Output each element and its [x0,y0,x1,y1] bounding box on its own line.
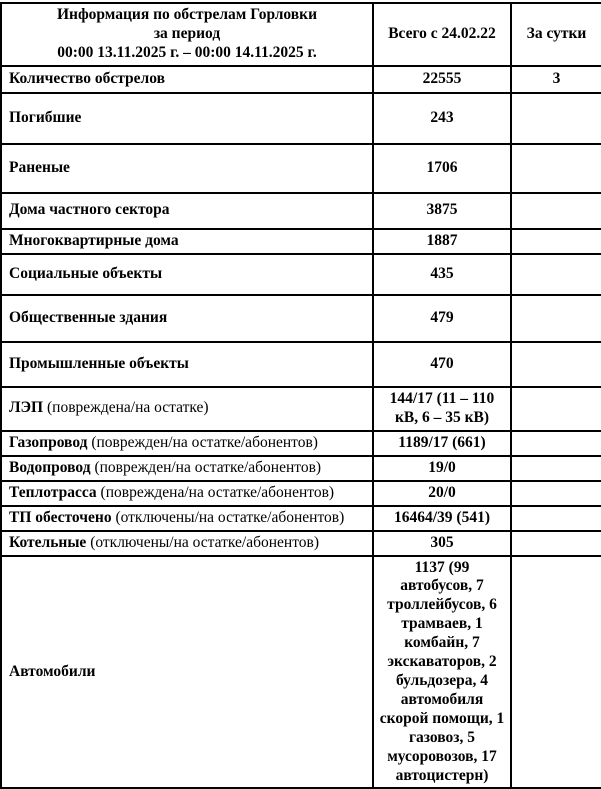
row-daily-value: 3 [511,66,601,93]
row-note: (отключены/на остатке/абонентов) [111,508,345,526]
row-daily-value [511,387,601,431]
row-daily-value [511,531,601,556]
row-label: Промышленные объекты [9,354,189,372]
table-title-line2: за период [153,24,221,42]
table-row [1,342,601,387]
row-daily-value [511,342,601,387]
row-total-value: 144/17 (11 – 110 кВ, 6 – 35 кВ) [373,387,511,431]
row-daily-value [511,506,601,531]
table-row [1,431,601,456]
row-daily-value [511,556,601,789]
row-label: Дома частного сектора [9,201,170,219]
row-total-value: 22555 [373,66,511,93]
row-note: (повреждена/на остатке/абонентов) [96,483,335,501]
row-daily-value [511,193,601,229]
row-daily-value [511,254,601,295]
table-row [1,229,601,254]
table-row [1,144,601,193]
row-label: ЛЭП [9,399,44,417]
row-total-value: 20/0 [373,481,511,506]
table-header-row [1,3,601,66]
row-label: Водопровод [9,458,91,476]
row-total-value: 1887 [373,229,511,254]
row-daily-value [511,144,601,193]
table-row [1,254,601,295]
row-total-value: 243 [373,93,511,144]
table-row [1,193,601,229]
row-label: Общественные здания [9,308,168,326]
row-total-value: 3875 [373,193,511,229]
table-title-cell [1,3,373,66]
row-daily-value [511,93,601,144]
table-row [1,93,601,144]
row-label: Раненые [9,158,70,176]
shelling-info-table [0,2,601,789]
row-label: Котельные [9,533,87,551]
column-header-daily: За сутки [511,3,601,66]
row-label: ТП обесточено [9,508,112,526]
table-row [1,506,601,531]
table-title-line1: Информация по обстрелам Горловки [56,6,318,23]
table-row [1,481,601,506]
row-label: Погибшие [9,108,82,126]
row-label: Теплотрасса [9,483,97,501]
row-daily-value [511,295,601,342]
row-label: Количество обстрелов [9,69,165,87]
row-label: Газопровод [9,433,88,451]
table-title-line3: 00:00 13.11.2025 г. – 00:00 14.11.2025 г. [57,43,317,61]
table-row [1,531,601,556]
row-total-value: 1189/17 (661) [373,431,511,456]
row-label: Автомобили [9,662,96,680]
row-daily-value [511,431,601,456]
row-daily-value [511,229,601,254]
row-daily-value [511,481,601,506]
table-row [1,295,601,342]
row-note: (повреждена/на остатке) [43,399,209,417]
column-header-total: Всего с 24.02.22 [373,3,511,66]
row-total-value: 16464/39 (541) [373,506,511,531]
row-total-value: 470 [373,342,511,387]
table-row [1,387,601,431]
row-total-value: 305 [373,531,511,556]
table-row [1,456,601,481]
row-daily-value [511,456,601,481]
row-note: (поврежден/на остатке/абонентов) [87,433,318,451]
row-total-value: 479 [373,295,511,342]
row-total-value: 1706 [373,144,511,193]
row-note: (поврежден/на остатке/абонентов) [90,458,322,476]
row-label: Многоквартирные дома [9,231,179,249]
row-total-value: 1137 (99 автобусов, 7 троллейбусов, 6 трамваев, 1 комбайн, 7 экскаваторов, 2 бульдозера, 4 автомобиля скорой помощи, 1 газовоз, 5 мусоровозов, 17 автоцистерн) [373,556,511,789]
row-total-value: 435 [373,254,511,295]
table-row [1,66,601,93]
row-label: Социальные объекты [9,264,163,282]
row-note: (отключены/на остатке/абонентов) [86,533,320,551]
table-row [1,556,601,789]
row-total-value: 19/0 [373,456,511,481]
